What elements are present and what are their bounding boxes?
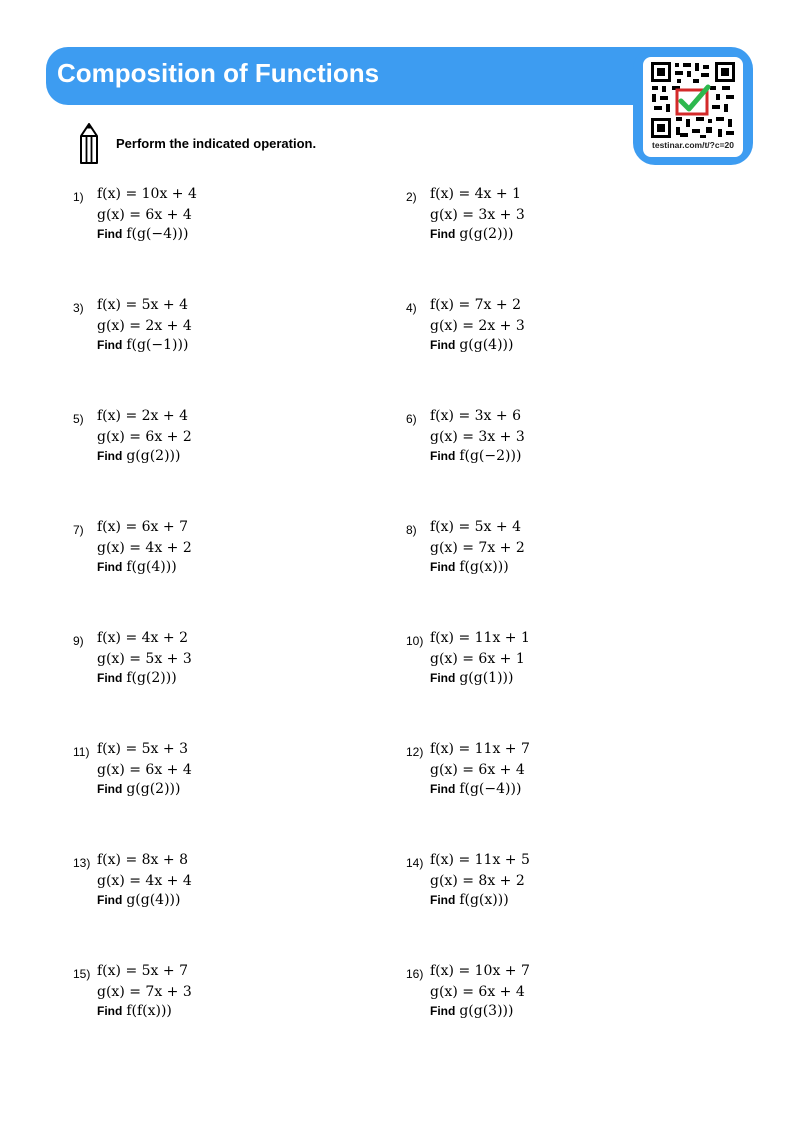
g-definition: g(x) = 7x + 2	[430, 540, 525, 556]
find-expression: f(g(4)))	[126, 559, 177, 575]
g-definition: g(x) = 3x + 3	[430, 429, 525, 445]
find-expression: f(g(−1)))	[126, 337, 189, 353]
find-label: Find	[97, 449, 123, 463]
find-expression: g(g(4)))	[126, 892, 181, 908]
qr-code-icon	[650, 61, 736, 139]
find-expression: g(g(1)))	[459, 670, 514, 686]
find-expression: f(g(2)))	[126, 670, 177, 686]
problem-number: 15)	[73, 967, 91, 981]
instruction-text: Perform the indicated operation.	[116, 136, 317, 151]
find-expression: g(g(2)))	[126, 781, 181, 797]
pencil-icon	[78, 123, 100, 165]
find-label: Find	[97, 893, 123, 907]
f-definition: f(x) = 10x + 7	[430, 963, 530, 979]
qr-card[interactable]	[633, 47, 753, 165]
find-line	[430, 781, 521, 797]
find-expression: g(g(4)))	[459, 337, 514, 353]
g-definition: g(x) = 3x + 3	[430, 207, 525, 223]
find-label: Find	[97, 560, 123, 574]
problem-number: 13)	[73, 856, 91, 870]
g-definition: g(x) = 6x + 4	[430, 984, 525, 1000]
g-definition: g(x) = 8x + 2	[430, 873, 525, 889]
qr-link-caption: testinar.com/t/?c=20	[652, 140, 734, 150]
g-definition: g(x) = 6x + 4	[430, 762, 525, 778]
qr-code-panel	[643, 57, 743, 157]
find-expression: f(g(−4)))	[459, 781, 522, 797]
find-line	[97, 559, 177, 575]
find-label: Find	[430, 227, 456, 241]
find-label: Find	[97, 338, 123, 352]
problem-number: 2)	[406, 190, 417, 204]
find-line	[97, 781, 180, 797]
f-definition: f(x) = 5x + 3	[97, 741, 188, 757]
find-line	[430, 1003, 513, 1019]
g-definition: g(x) = 6x + 4	[97, 207, 192, 223]
g-definition: g(x) = 7x + 3	[97, 984, 192, 1000]
find-label: Find	[430, 449, 456, 463]
find-line	[430, 892, 509, 908]
find-expression: g(g(2)))	[459, 226, 514, 242]
find-line	[97, 226, 188, 242]
f-definition: f(x) = 5x + 4	[430, 519, 521, 535]
problem-number: 8)	[406, 523, 417, 537]
title-banner	[46, 47, 656, 105]
problem-number: 10)	[406, 634, 424, 648]
g-definition: g(x) = 6x + 1	[430, 651, 525, 667]
find-line	[430, 337, 513, 353]
find-expression: f(g(x)))	[459, 892, 509, 908]
find-expression: f(g(x)))	[459, 559, 509, 575]
find-label: Find	[430, 671, 456, 685]
find-expression: g(g(2)))	[126, 448, 181, 464]
f-definition: f(x) = 6x + 7	[97, 519, 188, 535]
problem-number: 3)	[73, 301, 84, 315]
g-definition: g(x) = 6x + 4	[97, 762, 192, 778]
find-label: Find	[97, 671, 123, 685]
find-label: Find	[430, 893, 456, 907]
f-definition: f(x) = 10x + 4	[97, 186, 197, 202]
problem-number: 9)	[73, 634, 84, 648]
find-expression: f(g(−4)))	[126, 226, 189, 242]
find-line	[430, 226, 513, 242]
find-label: Find	[430, 1004, 456, 1018]
f-definition: f(x) = 2x + 4	[97, 408, 188, 424]
f-definition: f(x) = 11x + 7	[430, 741, 530, 757]
find-line	[97, 892, 180, 908]
problem-number: 12)	[406, 745, 424, 759]
find-label: Find	[97, 1004, 123, 1018]
g-definition: g(x) = 4x + 4	[97, 873, 192, 889]
find-expression: f(g(−2)))	[459, 448, 522, 464]
f-definition: f(x) = 3x + 6	[430, 408, 521, 424]
find-expression: g(g(3)))	[459, 1003, 514, 1019]
find-line	[430, 559, 509, 575]
f-definition: f(x) = 11x + 1	[430, 630, 530, 646]
find-line	[97, 1003, 172, 1019]
problem-number: 4)	[406, 301, 417, 315]
f-definition: f(x) = 7x + 2	[430, 297, 521, 313]
problem-number: 6)	[406, 412, 417, 426]
find-label: Find	[430, 338, 456, 352]
problem-number: 14)	[406, 856, 424, 870]
find-expression: f(f(x)))	[126, 1003, 172, 1019]
problem-number: 5)	[73, 412, 84, 426]
problem-number: 1)	[73, 190, 84, 204]
problem-number: 16)	[406, 967, 424, 981]
g-definition: g(x) = 4x + 2	[97, 540, 192, 556]
g-definition: g(x) = 5x + 3	[97, 651, 192, 667]
problem-number: 7)	[73, 523, 84, 537]
page-title: Composition of Functions	[57, 58, 380, 88]
g-definition: g(x) = 2x + 3	[430, 318, 525, 334]
find-line	[430, 448, 521, 464]
f-definition: f(x) = 4x + 2	[97, 630, 188, 646]
find-line	[97, 670, 177, 686]
find-label: Find	[430, 782, 456, 796]
f-definition: f(x) = 8x + 8	[97, 852, 188, 868]
f-definition: f(x) = 11x + 5	[430, 852, 530, 868]
f-definition: f(x) = 5x + 7	[97, 963, 188, 979]
find-line	[97, 337, 188, 353]
find-line	[97, 448, 180, 464]
find-label: Find	[430, 560, 456, 574]
find-label: Find	[97, 782, 123, 796]
f-definition: f(x) = 4x + 1	[430, 186, 521, 202]
g-definition: g(x) = 6x + 2	[97, 429, 192, 445]
find-label: Find	[97, 227, 123, 241]
g-definition: g(x) = 2x + 4	[97, 318, 192, 334]
find-line	[430, 670, 513, 686]
f-definition: f(x) = 5x + 4	[97, 297, 188, 313]
problem-number: 11)	[73, 745, 90, 759]
